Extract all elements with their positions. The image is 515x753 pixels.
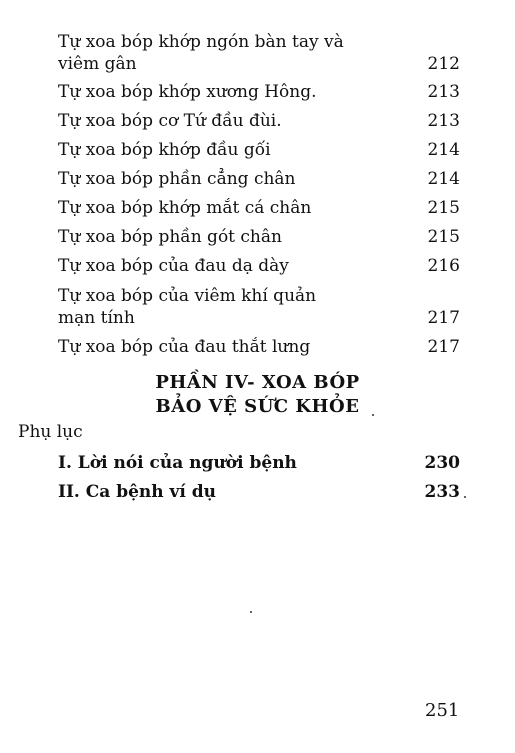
toc-entry-page: 215 xyxy=(427,198,460,218)
print-speck xyxy=(372,414,374,416)
toc-entry-page: 213 xyxy=(427,111,460,131)
toc-entry-page: 217 xyxy=(427,337,460,357)
appendix-entry-title: II. Ca bệnh ví dụ xyxy=(58,482,217,502)
appendix-entry-title: I. Lời nói của người bệnh xyxy=(58,453,297,473)
toc-entry-title: Tự xoa bóp khớp xương Hông. xyxy=(58,82,317,102)
toc-entry-title: Tự xoa bóp của đau dạ dày xyxy=(58,256,289,276)
toc-entry-page: 215 xyxy=(427,227,460,247)
section-heading: PHẦN IV- XOA BÓP xyxy=(155,372,360,393)
toc-entry-page: 216 xyxy=(427,256,460,276)
toc-entry-page: 214 xyxy=(427,140,460,160)
appendix-label: Phụ lục xyxy=(18,422,83,442)
section-heading-subtitle: BẢO VỆ SỨC KHỎE xyxy=(155,396,360,417)
toc-entry-page: 213 xyxy=(427,82,460,102)
toc-entry-title: Tự xoa bóp phần gót chân xyxy=(58,227,282,247)
toc-entry-page: 217 xyxy=(427,308,460,328)
toc-entry-title: Tự xoa bóp của viêm khí quản xyxy=(58,286,317,306)
toc-entry-page: 212 xyxy=(427,54,460,74)
appendix-entry-page: 233 xyxy=(424,482,460,502)
appendix-entry-page: 230 xyxy=(424,453,460,473)
print-speck xyxy=(250,611,252,613)
toc-entry-title-continued: mạn tính xyxy=(58,308,135,328)
toc-entry-page: 214 xyxy=(427,169,460,189)
toc-entry-title: Tự xoa bóp cơ Tứ đầu đùi. xyxy=(58,111,282,131)
toc-entry-title-continued: viêm gân xyxy=(58,54,137,74)
print-speck xyxy=(464,496,466,498)
toc-entry-title: Tự xoa bóp phần cẳng chân xyxy=(58,169,296,189)
page-number: 251 xyxy=(425,700,460,721)
toc-entry-title: Tự xoa bóp khớp đầu gối xyxy=(58,140,271,160)
toc-entry-title: Tự xoa bóp khớp mắt cá chân xyxy=(58,198,312,218)
toc-entry-title: Tự xoa bóp khớp ngón bàn tay và xyxy=(58,32,344,52)
toc-entry-title: Tự xoa bóp của đau thắt lưng xyxy=(58,337,311,357)
